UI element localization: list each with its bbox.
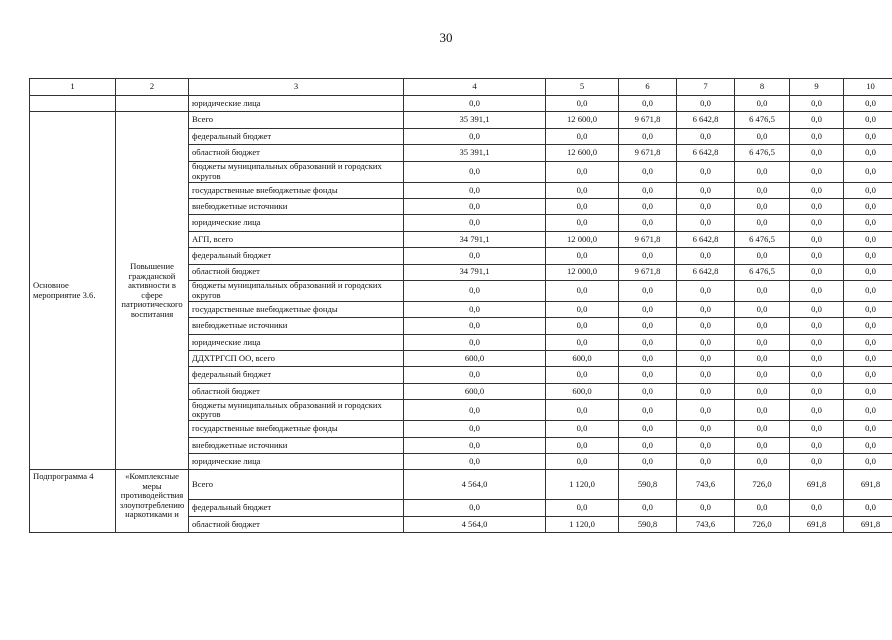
value-cell: 0,0 (790, 280, 844, 301)
funding-source-cell: федеральный бюджет (189, 367, 404, 383)
value-cell: 0,0 (677, 96, 735, 112)
value-cell: 0,0 (546, 280, 619, 301)
header-cell: 3 (189, 79, 404, 96)
value-cell: 4 564,0 (404, 516, 546, 532)
value-cell: 590,8 (619, 470, 677, 500)
value-cell: 0,0 (735, 400, 790, 421)
value-cell: 600,0 (404, 383, 546, 399)
value-cell: 0,0 (619, 500, 677, 516)
value-cell: 0,0 (790, 264, 844, 280)
value-cell: 0,0 (790, 383, 844, 399)
header-cell: 6 (619, 79, 677, 96)
value-cell: 0,0 (790, 248, 844, 264)
value-cell: 0,0 (404, 367, 546, 383)
value-cell: 0,0 (404, 454, 546, 470)
funding-source-cell: бюджеты муниципальных образований и городских округов (189, 280, 404, 301)
event-name-cell: Подпрограмма 4 (30, 470, 116, 533)
value-cell: 0,0 (546, 454, 619, 470)
value-cell: 0,0 (677, 383, 735, 399)
value-cell: 0,0 (677, 128, 735, 144)
value-cell: 0,0 (546, 367, 619, 383)
value-cell: 0,0 (790, 112, 844, 128)
value-cell: 0,0 (404, 334, 546, 350)
funding-source-cell: областной бюджет (189, 145, 404, 161)
value-cell: 4 564,0 (404, 470, 546, 500)
value-cell: 0,0 (790, 182, 844, 198)
value-cell: 6 476,5 (735, 112, 790, 128)
value-cell: 0,0 (735, 437, 790, 453)
value-cell: 0,0 (735, 96, 790, 112)
value-cell: 743,6 (677, 516, 735, 532)
value-cell: 0,0 (735, 454, 790, 470)
value-cell: 0,0 (619, 454, 677, 470)
funding-source-cell: бюджеты муниципальных образований и городских округов (189, 400, 404, 421)
value-cell: 0,0 (619, 437, 677, 453)
value-cell: 0,0 (790, 301, 844, 317)
value-cell: 9 671,8 (619, 264, 677, 280)
value-cell: 0,0 (404, 421, 546, 437)
value-cell: 0,0 (735, 383, 790, 399)
value-cell: 600,0 (404, 351, 546, 367)
value-cell: 0,0 (546, 421, 619, 437)
value-cell: 6 642,8 (677, 145, 735, 161)
header-cell: 7 (677, 79, 735, 96)
value-cell: 0,0 (619, 280, 677, 301)
value-cell: 726,0 (735, 516, 790, 532)
header-row (30, 79, 892, 96)
value-cell: 6 476,5 (735, 264, 790, 280)
value-cell: 0,0 (844, 334, 892, 350)
funding-source-cell: юридические лица (189, 96, 404, 112)
value-cell: 0,0 (844, 383, 892, 399)
value-cell: 600,0 (546, 351, 619, 367)
funding-source-cell: ДДХТРГСП ОО, всего (189, 351, 404, 367)
value-cell: 0,0 (790, 145, 844, 161)
funding-source-cell: юридические лица (189, 454, 404, 470)
value-cell: 691,8 (844, 516, 892, 532)
value-cell: 0,0 (619, 334, 677, 350)
value-cell: 0,0 (619, 318, 677, 334)
value-cell: 0,0 (546, 334, 619, 350)
value-cell: 0,0 (619, 182, 677, 198)
value-cell: 0,0 (404, 128, 546, 144)
value-cell: 743,6 (677, 470, 735, 500)
value-cell: 0,0 (404, 301, 546, 317)
value-cell: 0,0 (790, 128, 844, 144)
value-cell: 0,0 (735, 367, 790, 383)
value-cell: 9 671,8 (619, 145, 677, 161)
value-cell: 0,0 (844, 128, 892, 144)
value-cell: 0,0 (619, 128, 677, 144)
value-cell: 35 391,1 (404, 112, 546, 128)
page-number: 30 (439, 30, 453, 45)
value-cell: 0,0 (844, 454, 892, 470)
value-cell: 12 600,0 (546, 145, 619, 161)
funding-source-cell: государственные внебюджетные фонды (189, 301, 404, 317)
funding-source-cell: внебюджетные источники (189, 318, 404, 334)
value-cell: 0,0 (404, 280, 546, 301)
goal-cell (116, 96, 189, 112)
value-cell: 0,0 (790, 318, 844, 334)
funding-source-cell: федеральный бюджет (189, 500, 404, 516)
value-cell: 0,0 (677, 280, 735, 301)
value-cell: 0,0 (677, 351, 735, 367)
value-cell: 0,0 (619, 161, 677, 182)
value-cell: 35 391,1 (404, 145, 546, 161)
value-cell: 0,0 (546, 182, 619, 198)
value-cell: 0,0 (790, 351, 844, 367)
funding-source-cell: областной бюджет (189, 383, 404, 399)
value-cell: 0,0 (790, 500, 844, 516)
value-cell: 0,0 (404, 500, 546, 516)
value-cell: 0,0 (790, 231, 844, 247)
header-cell: 2 (116, 79, 189, 96)
value-cell: 0,0 (844, 215, 892, 231)
value-cell: 0,0 (619, 351, 677, 367)
value-cell: 0,0 (619, 198, 677, 214)
value-cell: 0,0 (844, 318, 892, 334)
event-cell (30, 96, 116, 112)
value-cell: 0,0 (619, 400, 677, 421)
header-cell: 10 (844, 79, 892, 96)
value-cell: 0,0 (404, 96, 546, 112)
value-cell: 0,0 (619, 215, 677, 231)
funding-source-cell: областной бюджет (189, 264, 404, 280)
goal-text-cell: «Комплексные меры противодействия злоупотреблению наркотиками и (116, 470, 189, 533)
value-cell: 0,0 (677, 248, 735, 264)
value-cell: 0,0 (404, 318, 546, 334)
budget-table (29, 78, 892, 533)
value-cell: 0,0 (677, 500, 735, 516)
value-cell: 0,0 (677, 215, 735, 231)
value-cell: 0,0 (735, 421, 790, 437)
value-cell: 0,0 (404, 400, 546, 421)
value-cell: 0,0 (677, 437, 735, 453)
value-cell: 34 791,1 (404, 264, 546, 280)
value-cell: 6 476,5 (735, 145, 790, 161)
value-cell: 0,0 (735, 280, 790, 301)
value-cell: 0,0 (619, 96, 677, 112)
event-name-cell: Основное мероприятие 3.6. (30, 112, 116, 470)
value-cell: 0,0 (790, 437, 844, 453)
value-cell: 590,8 (619, 516, 677, 532)
value-cell: 0,0 (844, 231, 892, 247)
value-cell: 0,0 (677, 301, 735, 317)
header-cell: 8 (735, 79, 790, 96)
value-cell: 0,0 (844, 264, 892, 280)
table-row (30, 96, 892, 112)
value-cell: 0,0 (677, 367, 735, 383)
funding-source-cell: областной бюджет (189, 516, 404, 532)
value-cell: 0,0 (546, 500, 619, 516)
value-cell: 0,0 (677, 400, 735, 421)
funding-source-cell: Всего (189, 470, 404, 500)
table-row (30, 112, 892, 128)
value-cell: 34 791,1 (404, 231, 546, 247)
value-cell: 0,0 (844, 112, 892, 128)
value-cell: 0,0 (844, 367, 892, 383)
value-cell: 0,0 (844, 400, 892, 421)
value-cell: 0,0 (546, 318, 619, 334)
value-cell: 0,0 (677, 454, 735, 470)
funding-source-cell: юридические лица (189, 215, 404, 231)
table-row (30, 470, 892, 500)
value-cell: 0,0 (619, 301, 677, 317)
value-cell: 0,0 (404, 248, 546, 264)
funding-source-cell: Всего (189, 112, 404, 128)
value-cell: 0,0 (844, 301, 892, 317)
value-cell: 0,0 (735, 198, 790, 214)
value-cell: 600,0 (546, 383, 619, 399)
header-cell: 9 (790, 79, 844, 96)
value-cell: 0,0 (677, 334, 735, 350)
value-cell: 0,0 (619, 383, 677, 399)
value-cell: 0,0 (619, 248, 677, 264)
value-cell: 691,8 (790, 516, 844, 532)
value-cell: 0,0 (677, 318, 735, 334)
value-cell: 0,0 (735, 248, 790, 264)
value-cell: 0,0 (790, 215, 844, 231)
value-cell: 6 476,5 (735, 231, 790, 247)
funding-source-cell: государственные внебюджетные фонды (189, 182, 404, 198)
value-cell: 0,0 (735, 128, 790, 144)
value-cell: 0,0 (546, 215, 619, 231)
value-cell: 0,0 (677, 198, 735, 214)
value-cell: 0,0 (844, 96, 892, 112)
value-cell: 0,0 (735, 182, 790, 198)
value-cell: 0,0 (844, 248, 892, 264)
value-cell: 0,0 (735, 351, 790, 367)
funding-source-cell: АГП, всего (189, 231, 404, 247)
value-cell: 0,0 (735, 161, 790, 182)
value-cell: 0,0 (790, 367, 844, 383)
value-cell: 0,0 (677, 182, 735, 198)
value-cell: 0,0 (677, 421, 735, 437)
value-cell: 6 642,8 (677, 231, 735, 247)
value-cell: 12 000,0 (546, 231, 619, 247)
value-cell: 0,0 (844, 198, 892, 214)
funding-source-cell: федеральный бюджет (189, 128, 404, 144)
header-cell: 4 (404, 79, 546, 96)
value-cell: 0,0 (404, 198, 546, 214)
value-cell: 0,0 (735, 301, 790, 317)
value-cell: 0,0 (546, 248, 619, 264)
value-cell: 9 671,8 (619, 112, 677, 128)
value-cell: 0,0 (677, 161, 735, 182)
goal-text-cell: Повышение гражданской активности в сфере патриотического воспитания (116, 112, 189, 470)
value-cell: 12 600,0 (546, 112, 619, 128)
funding-source-cell: внебюджетные источники (189, 437, 404, 453)
funding-source-cell: юридические лица (189, 334, 404, 350)
value-cell: 0,0 (844, 500, 892, 516)
value-cell: 0,0 (790, 454, 844, 470)
value-cell: 0,0 (546, 400, 619, 421)
value-cell: 0,0 (790, 334, 844, 350)
value-cell: 12 000,0 (546, 264, 619, 280)
funding-source-cell: внебюджетные источники (189, 198, 404, 214)
value-cell: 6 642,8 (677, 264, 735, 280)
table-body (30, 79, 892, 533)
value-cell: 0,0 (790, 400, 844, 421)
value-cell: 0,0 (844, 351, 892, 367)
value-cell: 0,0 (546, 437, 619, 453)
value-cell: 0,0 (546, 198, 619, 214)
value-cell: 0,0 (404, 437, 546, 453)
funding-source-cell: федеральный бюджет (189, 248, 404, 264)
value-cell: 9 671,8 (619, 231, 677, 247)
value-cell: 1 120,0 (546, 516, 619, 532)
funding-source-cell: бюджеты муниципальных образований и городских округов (189, 161, 404, 182)
value-cell: 0,0 (844, 421, 892, 437)
value-cell: 0,0 (404, 182, 546, 198)
value-cell: 1 120,0 (546, 470, 619, 500)
value-cell: 6 642,8 (677, 112, 735, 128)
value-cell: 0,0 (546, 161, 619, 182)
value-cell: 0,0 (735, 215, 790, 231)
value-cell: 0,0 (844, 182, 892, 198)
value-cell: 0,0 (735, 334, 790, 350)
value-cell: 0,0 (619, 421, 677, 437)
value-cell: 0,0 (546, 301, 619, 317)
value-cell: 0,0 (546, 96, 619, 112)
funding-source-cell: государственные внебюджетные фонды (189, 421, 404, 437)
value-cell: 0,0 (735, 500, 790, 516)
value-cell: 0,0 (790, 198, 844, 214)
value-cell: 691,8 (844, 470, 892, 500)
value-cell: 0,0 (844, 437, 892, 453)
value-cell: 0,0 (844, 280, 892, 301)
header-cell: 1 (30, 79, 116, 96)
value-cell: 0,0 (404, 161, 546, 182)
value-cell: 0,0 (546, 128, 619, 144)
value-cell: 726,0 (735, 470, 790, 500)
value-cell: 0,0 (790, 421, 844, 437)
value-cell: 0,0 (619, 367, 677, 383)
value-cell: 0,0 (790, 161, 844, 182)
value-cell: 0,0 (735, 318, 790, 334)
value-cell: 691,8 (790, 470, 844, 500)
value-cell: 0,0 (844, 145, 892, 161)
header-cell: 5 (546, 79, 619, 96)
value-cell: 0,0 (790, 96, 844, 112)
value-cell: 0,0 (844, 161, 892, 182)
value-cell: 0,0 (404, 215, 546, 231)
